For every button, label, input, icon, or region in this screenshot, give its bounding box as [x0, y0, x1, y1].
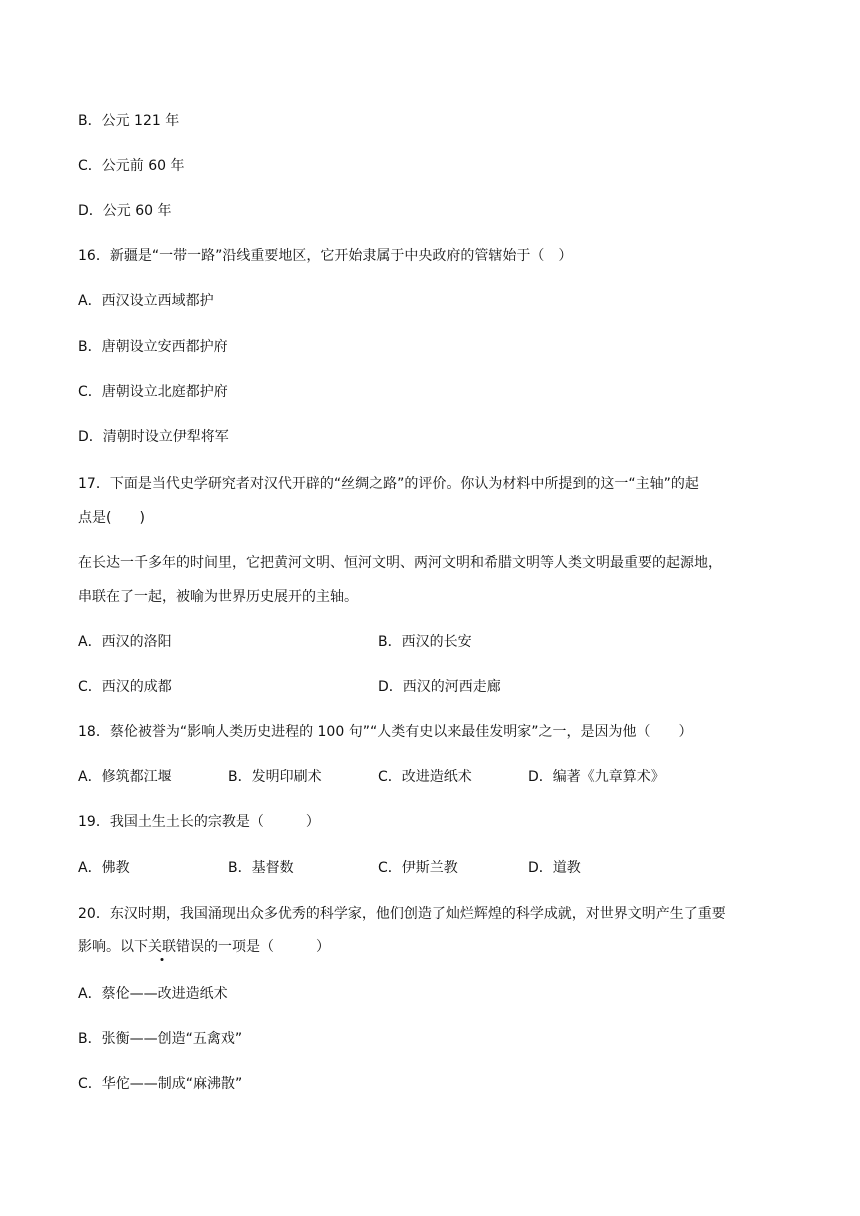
- q18-option-b: B．发明印刷术: [228, 769, 322, 785]
- q20-stem-pre: 影响。以下: [78, 939, 148, 955]
- q18-option-d: D．编著《九章算术》: [528, 769, 665, 785]
- q20-option-a: A．蔡伦——改进造纸术: [78, 986, 228, 1002]
- q17-stem-line2: 点是( ): [78, 510, 145, 526]
- q20-option-c: C．华佗——制成“麻沸散”: [78, 1076, 243, 1092]
- q17-material-line2: 串联在了一起，被喻为世界历史展开的主轴。: [78, 589, 358, 605]
- q17-stem-line1: 17．下面是当代史学研究者对汉代开辟的“丝绸之路”的评价。你认为材料中所提到的这一“主轴”的起: [78, 476, 699, 492]
- q16-option-c: C．唐朝设立北庭都护府: [78, 384, 228, 400]
- q16-option-d: D．清朝时设立伊犁将军: [78, 429, 229, 445]
- q19-option-a: A．佛教: [78, 860, 130, 876]
- q17-option-a: A．西汉的洛阳: [78, 634, 172, 650]
- q15-option-d: D．公元 60 年: [78, 203, 172, 219]
- q20-stem-line2: [78, 937, 330, 957]
- q18-option-c: C．改进造纸术: [378, 769, 472, 785]
- q17-option-d: D．西汉的河西走廊: [378, 679, 501, 695]
- q20-emphasis-dotted: 关联: [148, 939, 176, 955]
- q15-option-c: C．公元前 60 年: [78, 158, 185, 174]
- q17-material-line1: 在长达一千多年的时间里，它把黄河文明、恒河文明、两河文明和希腊文明等人类文明最重要的起源地，: [78, 555, 722, 571]
- q18-option-a: A．修筑都江堰: [78, 769, 172, 785]
- q19-option-c: C．伊斯兰教: [378, 860, 458, 876]
- q20-stem-post: 的一项是（ ）: [204, 939, 330, 955]
- q19-option-b: B．基督数: [228, 860, 294, 876]
- q16-option-b: B．唐朝设立安西都护府: [78, 339, 228, 355]
- q20-option-b: B．张衡——创造“五禽戏”: [78, 1031, 243, 1047]
- q20-stem-mid: 错误: [176, 939, 204, 955]
- q19-stem: 19．我国土生土长的宗教是（ ）: [78, 814, 320, 830]
- q17-option-b: B．西汉的长安: [378, 634, 472, 650]
- q17-option-c: C．西汉的成都: [78, 679, 172, 695]
- q15-option-b: B．公元 121 年: [78, 113, 180, 129]
- q16-stem: 16．新疆是“一带一路”沿线重要地区，它开始隶属于中央政府的管辖始于（ ）: [78, 248, 573, 264]
- q19-option-d: D．道教: [528, 860, 581, 876]
- q20-stem-line1: 20．东汉时期，我国涌现出众多优秀的科学家，他们创造了灿烂辉煌的科学成就，对世界文明产生了重要: [78, 906, 726, 922]
- q18-stem: 18．蔡伦被誉为“影响人类历史进程的 100 句”“人类有史以来最佳发明家”之一，是因为他（ ）: [78, 724, 693, 740]
- q16-option-a: A．西汉设立西域都护: [78, 293, 214, 309]
